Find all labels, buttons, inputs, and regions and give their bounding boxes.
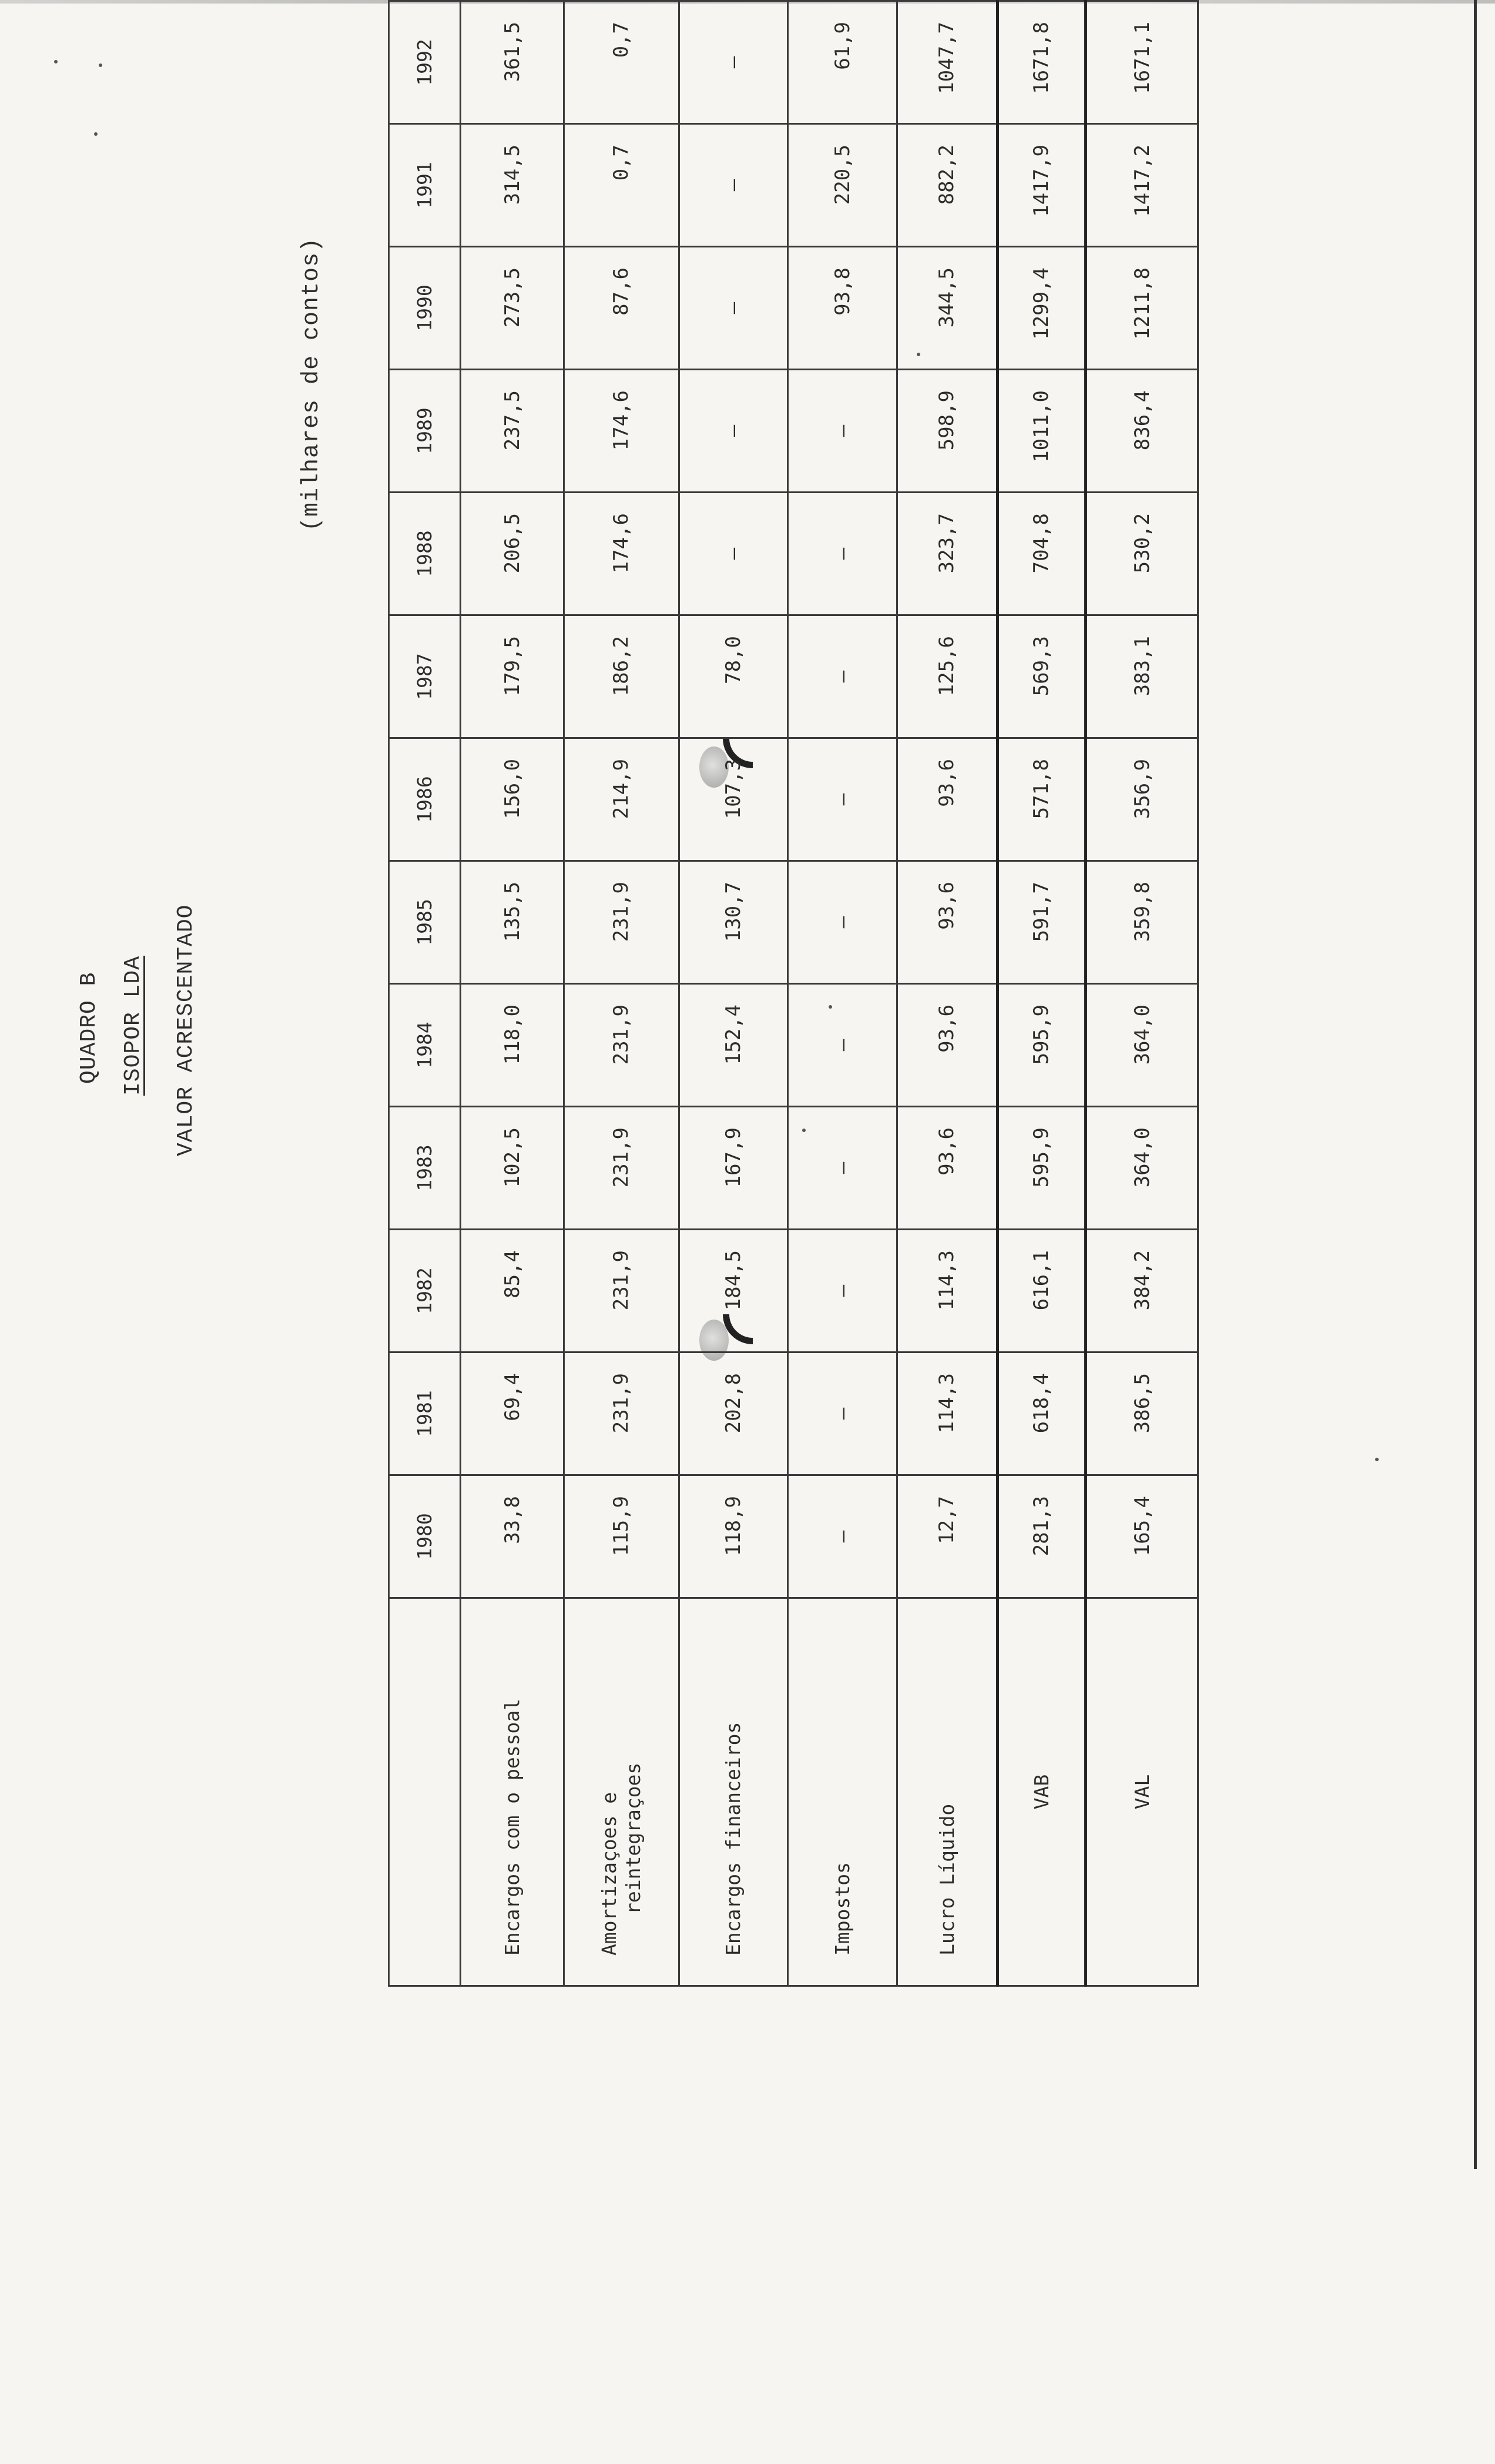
value-cell: 174,6 (564, 493, 679, 615)
value-cell: — (788, 1230, 897, 1352)
value-cell: 530,2 (1086, 493, 1198, 615)
value-cell: 135,5 (461, 861, 564, 984)
value-cell: 87,6 (564, 247, 679, 370)
value-cell: — (788, 370, 897, 493)
value-cell: 364,0 (1086, 1107, 1198, 1230)
value-cell: 33,8 (461, 1475, 564, 1598)
value-cell: 184,5 (679, 1230, 788, 1352)
value-cell: 174,6 (564, 370, 679, 493)
year-header: 1982 (389, 1230, 461, 1352)
value-cell: 115,9 (564, 1475, 679, 1598)
value-cell: — (788, 861, 897, 984)
value-cell: 93,8 (788, 247, 897, 370)
value-cell: — (788, 1475, 897, 1598)
value-cell: 1211,8 (1086, 247, 1198, 370)
value-cell: 214,9 (564, 738, 679, 861)
value-cell: 186,2 (564, 615, 679, 738)
table-row (679, 1, 788, 1986)
value-cell: 1417,9 (997, 124, 1086, 247)
value-cell: 152,4 (679, 984, 788, 1107)
value-cell: — (788, 738, 897, 861)
value-cell: 93,6 (897, 861, 998, 984)
value-cell: 231,9 (564, 1230, 679, 1352)
year-header: 1992 (389, 1, 461, 124)
value-cell: 78,0 (679, 615, 788, 738)
value-cell: — (788, 493, 897, 615)
value-cell: — (788, 615, 897, 738)
row-label-line: reintegraçoes (622, 1762, 645, 1914)
value-cell: 361,5 (461, 1, 564, 124)
value-cell: 344,5 (897, 247, 998, 370)
value-cell: 314,5 (461, 124, 564, 247)
quadro-label: QUADRO B (76, 972, 102, 1084)
value-cell: 114,3 (897, 1352, 998, 1475)
value-cell: 69,4 (461, 1352, 564, 1475)
row-label-line: Amortizaçoes e (598, 1792, 621, 1956)
value-cell: 836,4 (1086, 370, 1198, 493)
value-cell: — (679, 1, 788, 124)
value-cell: — (788, 984, 897, 1107)
value-cell: 882,2 (897, 124, 998, 247)
value-cell: 571,8 (997, 738, 1086, 861)
value-cell: 156,0 (461, 738, 564, 861)
value-cell: — (679, 370, 788, 493)
value-cell: 323,7 (897, 493, 998, 615)
year-header: 1988 (389, 493, 461, 615)
row-label: Impostos (788, 1598, 897, 1986)
value-cell: 114,3 (897, 1230, 998, 1352)
value-cell: 281,3 (997, 1475, 1086, 1598)
value-cell: 231,9 (564, 1352, 679, 1475)
value-cell: — (788, 1107, 897, 1230)
year-header: 1985 (389, 861, 461, 984)
value-cell: 220,5 (788, 124, 897, 247)
header-empty-cell (389, 1598, 461, 1986)
row-label: VAB (997, 1598, 1086, 1986)
row-label: Encargos financeiros (679, 1598, 788, 1986)
value-cell: 107,3 (679, 738, 788, 861)
value-cell: 364,0 (1086, 984, 1198, 1107)
year-header: 1983 (389, 1107, 461, 1230)
value-cell: 12,7 (897, 1475, 998, 1598)
value-cell: 118,0 (461, 984, 564, 1107)
value-cell: 595,9 (997, 984, 1086, 1107)
value-cell: 165,4 (1086, 1475, 1198, 1598)
value-cell: 1671,8 (997, 1, 1086, 124)
table-header-row (389, 1, 461, 1986)
value-cell: 569,3 (997, 615, 1086, 738)
value-cell: 102,5 (461, 1107, 564, 1230)
value-cell: — (679, 247, 788, 370)
document-title: VALOR ACRESCENTADO (173, 904, 199, 1156)
value-cell: 1011,0 (997, 370, 1086, 493)
row-label (564, 1598, 679, 1986)
value-cell: 231,9 (564, 861, 679, 984)
year-header: 1980 (389, 1475, 461, 1598)
value-cell: 595,9 (997, 1107, 1086, 1230)
value-cell: 0,7 (564, 1, 679, 124)
value-cell: 618,4 (997, 1352, 1086, 1475)
value-cell: 237,5 (461, 370, 564, 493)
value-added-table (388, 0, 1199, 1987)
value-cell: 0,7 (564, 124, 679, 247)
value-cell: 130,7 (679, 861, 788, 984)
value-cell: 1417,2 (1086, 124, 1198, 247)
row-label: Lucro Líquido (897, 1598, 998, 1986)
value-cell: 179,5 (461, 615, 564, 738)
value-cell: 1299,4 (997, 247, 1086, 370)
value-cell: 616,1 (997, 1230, 1086, 1352)
company-name: ISOPOR LDA (120, 955, 146, 1096)
year-header: 1981 (389, 1352, 461, 1475)
value-cell: — (679, 124, 788, 247)
year-header: 1987 (389, 615, 461, 738)
value-cell: 1047,7 (897, 1, 998, 124)
table-row (1086, 1, 1198, 1986)
year-header: 1986 (389, 738, 461, 861)
value-cell: 1671,1 (1086, 1, 1198, 124)
year-header: 1990 (389, 247, 461, 370)
value-cell: 359,8 (1086, 861, 1198, 984)
value-cell: 704,8 (997, 493, 1086, 615)
value-cell: — (679, 493, 788, 615)
table-row (788, 1, 897, 1986)
value-cell: 167,9 (679, 1107, 788, 1230)
table-row (997, 1, 1086, 1986)
year-header: 1991 (389, 124, 461, 247)
year-header: 1984 (389, 984, 461, 1107)
value-cell: 231,9 (564, 984, 679, 1107)
value-cell: — (788, 1352, 897, 1475)
value-cell: 356,9 (1086, 738, 1198, 861)
value-cell: 384,2 (1086, 1230, 1198, 1352)
table-row (461, 1, 564, 1986)
value-cell: 93,6 (897, 738, 998, 861)
value-cell: 386,5 (1086, 1352, 1198, 1475)
value-cell: 206,5 (461, 493, 564, 615)
value-cell: 93,6 (897, 984, 998, 1107)
unit-note: (milhares de contos) (299, 237, 325, 531)
row-label: Encargos com o pessoal (461, 1598, 564, 1986)
value-cell: 231,9 (564, 1107, 679, 1230)
value-cell: 93,6 (897, 1107, 998, 1230)
table-row (897, 1, 998, 1986)
value-cell: 273,5 (461, 247, 564, 370)
table-row (564, 1, 679, 1986)
value-cell: 125,6 (897, 615, 998, 738)
value-cell: 383,1 (1086, 615, 1198, 738)
value-cell: 118,9 (679, 1475, 788, 1598)
value-cell: 202,8 (679, 1352, 788, 1475)
value-cell: 591,7 (997, 861, 1086, 984)
value-cell: 85,4 (461, 1230, 564, 1352)
row-label: VAL (1086, 1598, 1198, 1986)
value-cell: 598,9 (897, 370, 998, 493)
value-cell: 61,9 (788, 1, 897, 124)
year-header: 1989 (389, 370, 461, 493)
